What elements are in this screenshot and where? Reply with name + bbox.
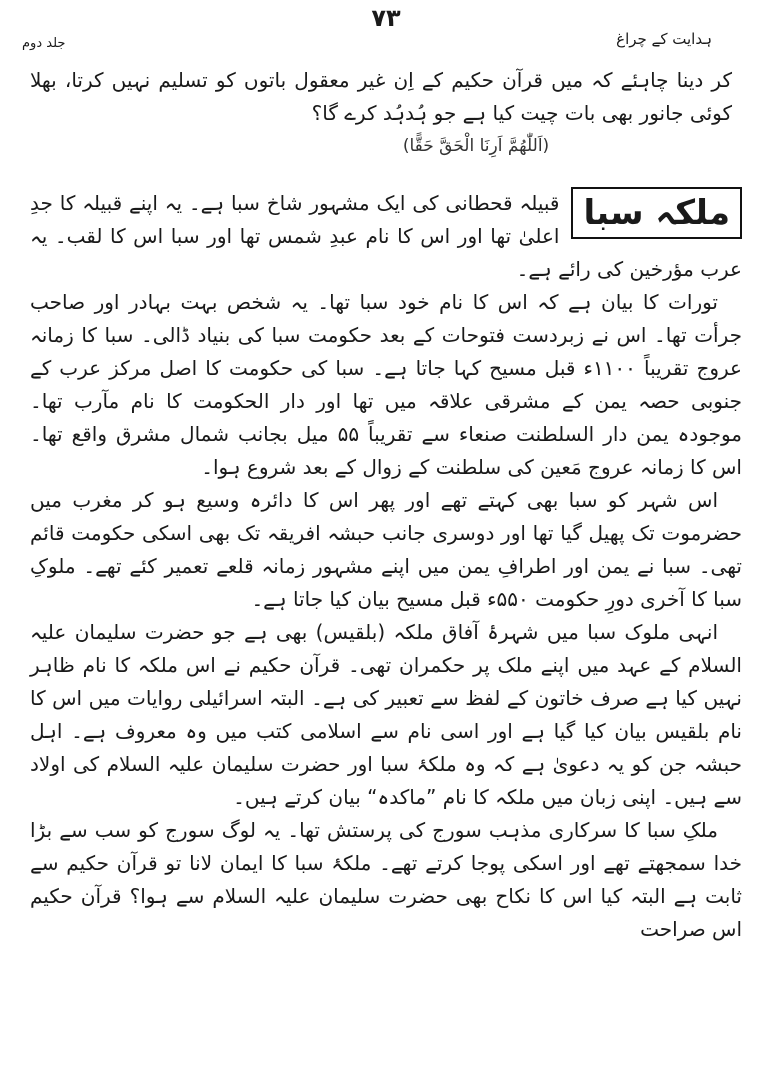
section-heading: ملکہ سبا — [571, 187, 742, 239]
paragraph: تورات کا بیان ہے کہ اس کا نام خود سبا تھا۔ یہ شخص بہت بہادر اور صاحب جرأت تھا۔ اس نے زبردست فتوحات کے بعد حکومت سبا کی بنیاد ڈالی۔ سبا کا زمانہ عروج تقریباً ۱۱۰۰ء قبل مسیح کہا جاتا ہے۔ سبا کی حکومت کا اصل مرکز عرب کے جنوبی حصہ یمن کے مشرقی علاقہ میں تھا اور دار الحکومت کا نام مآرب تھا۔ موجودہ یمن دار السلطنت صنعاء سے تقریباً ۵۵ میل بجانب شمال مشرق واقع تھا۔ اس کا زمانہ عروج مَعین کی سلطنت کے زوال کے بعد شروع ہوا۔ — [30, 290, 742, 479]
quran-citation: (اَللّٰھُمَّ اَرِنَا الْحَقَّ حَقًّا) — [402, 136, 550, 156]
page-number: ۷۳ — [371, 4, 401, 32]
book-title: ہدایت کے چراغ — [616, 30, 712, 48]
page-body — [30, 64, 742, 946]
section-queen-of-sheba — [30, 187, 742, 946]
paragraph: قبیلہ قحطانی کی ایک مشہور شاخ سبا ہے۔ یہ اپنے قبیلہ کا جدِ اعلیٰ تھا اور اس کا نام عبدِ شمس تھا اور سبا اس کا لقب۔ یہ عرب مؤرخین کی رائے ہے۔ — [30, 191, 742, 281]
volume-label: جلد دوم — [22, 36, 66, 51]
paragraph: ملکِ سبا کا سرکاری مذہب سورج کی پرستش تھا۔ یہ لوگ سورج کو سب سے بڑا خدا سمجھتے تھے اور اسکی پوجا کرتے تھے۔ ملکۂ سبا کا ایمان لانا تو قرآن حکیم سے ثابت ہے البتہ کیا اس کا نکاح بھی حضرت سلیمان علیہ السلام سے ہوا؟ قرآن حکیم اس صراحت — [30, 818, 742, 941]
paragraph: اس شہر کو سبا بھی کہتے تھے اور پھر اس کا دائرہ وسیع ہو کر مغرب میں حضرموت تک پھیل گیا تھا اور دوسری جانب حبشہ افریقہ تک بھی اسکی حکومت قائم تھی۔ سبا نے یمن اور اطرافِ یمن میں اپنے مشہور زمانہ قلعے تعمیر کئے تھے۔ ملوکِ سبا کا آخری دورِ حکومت ۵۵۰ء قبل مسیح بیان کیا جاتا ہے۔ — [30, 488, 742, 611]
intro-paragraph: کر دینا چاہئے کہ میں قرآن حکیم کے اِن غیر معقول باتوں کو تسلیم نہیں کرتا، بھلا کوئی جانور بھی بات چیت کیا ہے جو ہُدہُد کرے گا؟ — [30, 68, 732, 125]
paragraph: انہی ملوک سبا میں شہرۂ آفاق ملکہ (بلقیس) بھی ہے جو حضرت سلیمان علیہ السلام کے عہد میں اپنے ملک پر حکمران تھی۔ قرآن حکیم نے اس ملکہ کا نام ظاہر نہیں کیا ہے صرف خاتون کے لفظ سے تعبیر کی ہے۔ البتہ اسرائیلی روایات میں اس کا نام بلقیس بیان کیا گیا ہے اور اسی نام سے اسلامی کتب میں وہ معروف ہے۔ اہل حبشہ جن کو یہ دعویٰ ہے کہ وہ ملکۂ سبا اور حضرت سلیمان علیہ السلام کی اولاد سے ہیں۔ اپنی زبان میں ملکہ کا نام ”ماکدہ“ بیان کرتے ہیں۔ — [30, 620, 742, 809]
